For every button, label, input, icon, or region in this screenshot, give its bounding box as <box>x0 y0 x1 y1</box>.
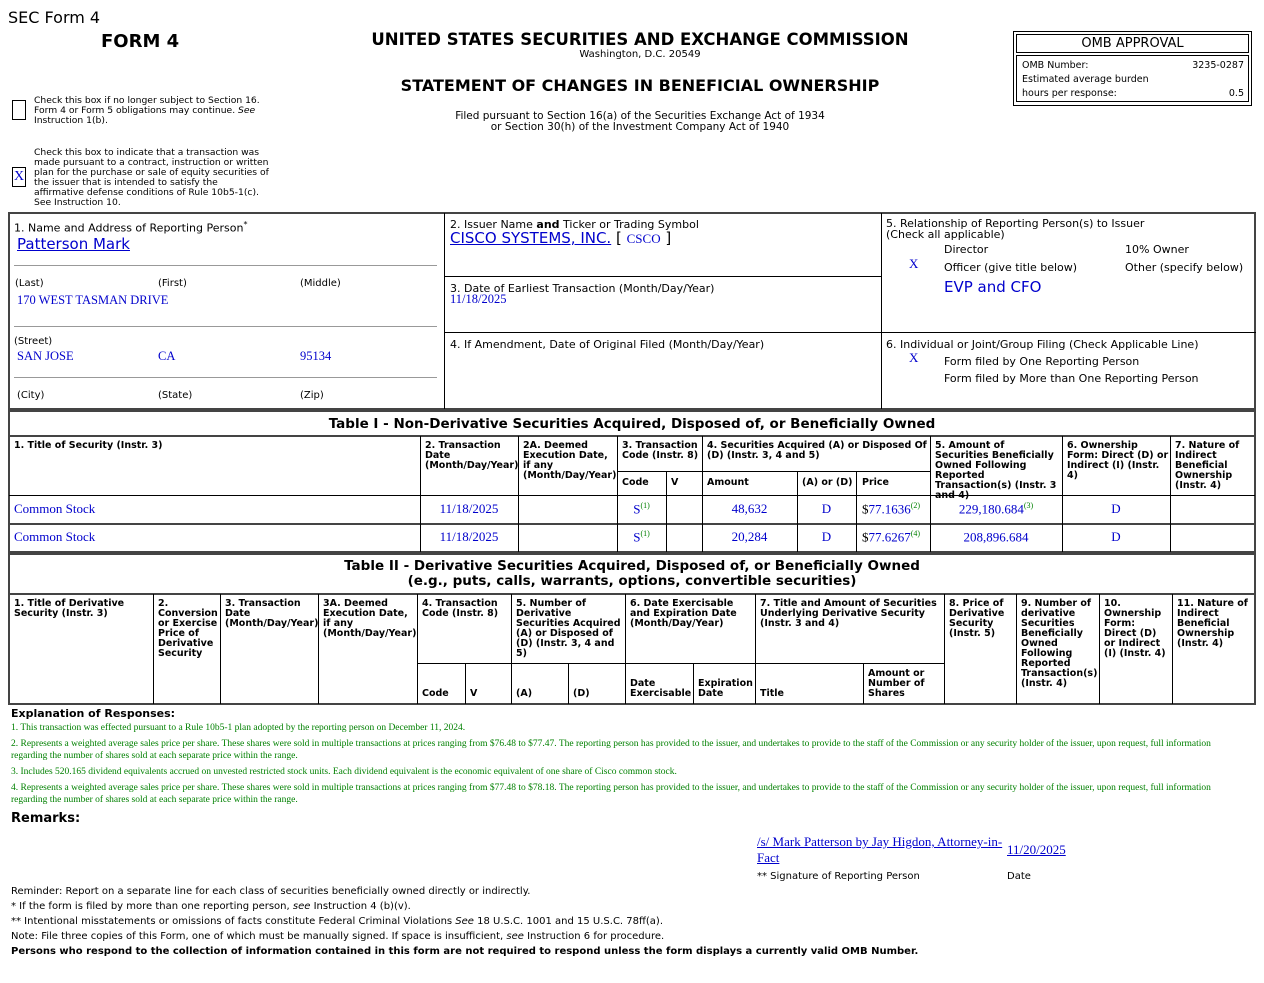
footnote-2: 2. Represents a weighted average sales price per share. These shares were sold in multiple transactions at prices ranging from $76.48 to $77.47. The reporting person has provided to the issuer, and undertakes to provide to the staff of the Commission or any security holder of the issuer, upon request, full information regarding the number of shares sold at each separate price within the range. <box>11 739 1211 761</box>
filed-line-1: Filed pursuant to Section 16(a) of the Securities Exchange Act of 1934 <box>455 110 825 122</box>
t1-r1-price <box>862 501 920 517</box>
issuer-name-row <box>450 229 671 247</box>
agency-name: UNITED STATES SECURITIES AND EXCHANGE COMMISSION <box>371 30 909 49</box>
t2-h10: 10. Ownership Form: Direct (D) or Indirect (I) (Instr. 4) <box>1104 598 1166 659</box>
section16-text <box>34 96 264 126</box>
signature-date[interactable]: 11/20/2025 <box>1007 842 1066 857</box>
t1-h-deemed: 2A. Deemed Execution Date, if any (Month/Day/Year) <box>523 440 617 481</box>
issuer-name[interactable]: CISCO SYSTEMS, INC. <box>450 229 612 247</box>
t1-r2-price-value: 77.6267 <box>868 529 911 545</box>
t1-r2-price-fn: (4) <box>910 529 921 538</box>
footer-line-2 <box>11 916 663 927</box>
t1-sh-ad: (A) or (D) <box>802 477 853 488</box>
t1-r1-price-fn: (2) <box>910 501 921 510</box>
t1-r1-owned <box>930 501 1062 517</box>
t1-r1-owned-fn: (3) <box>1023 501 1034 510</box>
ticker-bracket-open: [ <box>615 229 622 247</box>
t1-h-code: 3. Transaction Code (Instr. 8) <box>622 440 699 461</box>
multi-person-option: Form filed by More than One Reporting Person <box>944 372 1199 385</box>
t1-h-date: 2. Transaction Date (Month/Day/Year) <box>425 440 519 471</box>
footer-l3-pre: Note: File three copies of this Form, one of which must be manually signed. If space is insufficient, <box>11 931 507 942</box>
t1-r2-title: Common Stock <box>14 529 96 544</box>
t2-s-v: V <box>470 688 478 699</box>
t1-r1-code-value: S <box>633 501 641 517</box>
t1-sh-v: V <box>671 477 679 488</box>
omb-hours-label: hours per response: <box>1022 88 1117 99</box>
filed-line-2: or Section 30(h) of the Investment Company Act of 1940 <box>490 121 790 133</box>
officer-option: Officer (give title below) <box>944 261 1078 274</box>
section16-checkbox[interactable] <box>12 100 26 120</box>
t1-h-acquired: 4. Securities Acquired (A) or Disposed Of (D) (Instr. 3, 4 and 5) <box>707 440 927 461</box>
t2-s-a: (A) <box>516 688 533 699</box>
t1-r2-owned <box>930 529 1062 545</box>
t1-r1-code-fn: (1) <box>640 501 650 510</box>
t1-sh-amount: Amount <box>707 477 749 488</box>
t1-r1-price-value: 77.1636 <box>868 501 911 517</box>
footer-l1-pre: * If the form is filed by more than one reporting person, <box>11 901 293 912</box>
t2-s-exercisable: Date Exercisable <box>630 678 692 699</box>
t2-s-code: Code <box>422 688 449 699</box>
footnote-4: 4. Represents a weighted average sales price per share. These shares were sold in multiple transactions at prices ranging from $77.48 to $78.18. The reporting person has provided to the issuer, and undertakes to provide to the staff of the Commission or any security holder of the issuer, upon request, full information regarding the number of shares sold at each separate price within the range. <box>11 783 1211 805</box>
zip-label: (Zip) <box>300 390 324 401</box>
t2-h2: 2. Conversion or Exercise Price of Derivative Security <box>158 598 218 659</box>
t1-r2-code-value: S <box>633 529 641 545</box>
one-person-option: Form filed by One Reporting Person <box>944 355 1140 368</box>
state-label: (State) <box>158 390 193 401</box>
footer-line-4: Persons who respond to the collection of information contained in this form are not required to respond unless the form displays a currently valid OMB Number. <box>11 946 919 957</box>
relationship-label-2: (Check all applicable) <box>886 228 1005 241</box>
reporting-person-asterisk: * <box>243 220 248 229</box>
street-label: (Street) <box>14 336 53 347</box>
state-value: CA <box>158 349 176 363</box>
t1-r1-amount: 48,632 <box>731 501 768 516</box>
t1-r2-code <box>617 529 666 545</box>
table-2-title-1: Table II - Derivative Securities Acquired, Disposed of, or Beneficially Owned <box>344 558 920 574</box>
t1-r2-form: D <box>1111 529 1121 544</box>
t1-r2-date: 11/18/2025 <box>439 529 499 544</box>
agency-header <box>360 30 920 133</box>
t1-r1-price-sym: $ <box>862 501 869 517</box>
first-label: (First) <box>158 278 187 289</box>
t2-h6: 6. Date Exercisable and Expiration Date (Month/Day/Year) <box>630 598 737 629</box>
footer-l1-post: Instruction 4 (b)(v). <box>310 901 411 912</box>
t2-h11: 11. Nature of Indirect Beneficial Ownership (Instr. 4) <box>1177 598 1248 649</box>
footnote-1: 1. This transaction was effected pursuant to a Rule 10b5-1 plan adopted by the reporting person on December 11, 2024. <box>11 723 466 733</box>
one-person-mark: X <box>909 350 919 365</box>
other-option: Other (specify below) <box>1125 261 1244 274</box>
t1-r1-date: 11/18/2025 <box>439 501 499 516</box>
earliest-transaction-date: 11/18/2025 <box>450 292 507 306</box>
t1-r1-form: D <box>1111 501 1121 516</box>
rule10b5-text: Check this box to indicate that a transaction was made pursuant to a contract, instruction or written plan for the purchase or sale of equity securities of the issuer that is intended to satisfy the affirmative defense conditions of Rule 10b5-1(c). See Instruction 10. <box>34 147 269 208</box>
t1-r2-price-sym: $ <box>862 529 869 545</box>
table-2-title <box>8 559 1256 589</box>
footer-l1-see: see <box>292 901 311 912</box>
issuer-label-a: 2. Issuer Name <box>450 218 537 231</box>
table-2-title-2: (e.g., puts, calls, warrants, options, convertible securities) <box>407 573 857 589</box>
earliest-transaction-label: 3. Date of Earliest Transaction (Month/Day/Year) <box>450 282 715 295</box>
agency-location: Washington, D.C. 20549 <box>579 49 701 60</box>
form-4-title: FORM 4 <box>101 31 180 52</box>
zip-value: 95134 <box>300 349 332 363</box>
date-label: Date <box>1007 871 1031 882</box>
t2-h3a: 3A. Deemed Execution Date, if any (Month/Day/Year) <box>323 598 417 639</box>
t2-h7: 7. Title and Amount of Securities Underlying Derivative Security (Instr. 3 and 4) <box>760 598 937 629</box>
t1-r1-owned-value: 229,180.684 <box>958 501 1024 517</box>
t1-r2-amount: 20,284 <box>731 529 768 544</box>
filing-label: 6. Individual or Joint/Group Filing (Check Applicable Line) <box>886 338 1199 351</box>
omb-hours-value: 0.5 <box>1228 88 1244 99</box>
omb-approval-box <box>1013 31 1252 106</box>
footer-l3-see: see <box>506 931 524 942</box>
t1-h-form: 6. Ownership Form: Direct (D) or Indirect (I) (Instr. 4) <box>1067 440 1169 481</box>
t1-r2-owned-value: 208,896.684 <box>963 529 1029 545</box>
street-value: 170 WEST TASMAN DRIVE <box>17 293 169 307</box>
t1-sh-code: Code <box>622 477 649 488</box>
footer-l3-post: Instruction 6 for procedure. <box>523 931 665 942</box>
t1-r1-ad: D <box>821 501 832 516</box>
signature-label: ** Signature of Reporting Person <box>757 871 920 882</box>
city-label: (City) <box>17 390 45 401</box>
ticker-symbol: CSCO <box>626 231 661 246</box>
footer-line-3 <box>11 931 664 942</box>
t1-r2-price <box>862 529 920 545</box>
remarks-title: Remarks: <box>11 811 81 826</box>
t2-s-amount: Amount or Number of Shares <box>868 668 925 699</box>
director-option: Director <box>944 243 989 256</box>
officer-title: EVP and CFO <box>944 278 1042 296</box>
t1-r2-ad: D <box>821 529 832 544</box>
reminder-text: Reminder: Report on a separate line for each class of securities beneficially owned directly or indirectly. <box>11 886 531 897</box>
amendment-label: 4. If Amendment, Date of Original Filed (Month/Day/Year) <box>450 338 765 351</box>
t2-h8: 8. Price of Derivative Security (Instr. 5) <box>949 598 1005 639</box>
footer-l2-see: See <box>455 916 474 927</box>
t2-h4: 4. Transaction Code (Instr. 8) <box>422 598 499 619</box>
section16-see: See <box>238 105 256 116</box>
omb-burden-label: Estimated average burden <box>1022 74 1149 85</box>
footer-line-1 <box>11 901 411 912</box>
relationship-label <box>886 218 1144 240</box>
omb-number-value: 3235-0287 <box>1192 60 1244 71</box>
t2-s-d: (D) <box>573 688 590 699</box>
issuer-label-b: Ticker or Trading Symbol <box>559 218 699 231</box>
last-label: (Last) <box>15 278 44 289</box>
footer-l2-post: 18 U.S.C. 1001 and 15 U.S.C. 78ff(a). <box>473 916 664 927</box>
reporting-person-label <box>14 220 247 235</box>
explanation-title: Explanation of Responses: <box>11 707 176 720</box>
signature-text[interactable]: /s/ Mark Patterson by Jay Higdon, Attorney-in-Fact <box>757 834 1003 865</box>
ten-pct-owner-option: 10% Owner <box>1125 243 1189 256</box>
t1-r1-title: Common Stock <box>14 501 96 516</box>
t1-h-nature: 7. Nature of Indirect Beneficial Ownership (Instr. 4) <box>1175 440 1240 491</box>
section16-text-a: Check this box if no longer subject to Section 16. Form 4 or Form 5 obligations may continue. <box>34 95 260 116</box>
t1-r1-code <box>617 501 666 517</box>
issuer-label-and: and <box>536 218 560 231</box>
footer-l2-pre: ** Intentional misstatements or omissions of facts constitute Federal Criminal Violations <box>11 916 456 927</box>
omb-details <box>1016 55 1249 102</box>
t2-h9: 9. Number of derivative Securities Beneficially Owned Following Reported Transaction(s) (Instr. 4) <box>1021 598 1098 689</box>
t1-h-owned: 5. Amount of Securities Beneficially Owned Following Reported Transaction(s) (Instr. 3 and 4) <box>935 440 1057 501</box>
relationship-label-1: 5. Relationship of Reporting Person(s) to Issuer <box>886 217 1145 230</box>
section16-text-b: Instruction 1(b). <box>34 115 108 126</box>
city-value: SAN JOSE <box>17 349 74 363</box>
middle-label: (Middle) <box>300 278 341 289</box>
ticker-bracket-close: ] <box>665 229 672 247</box>
t2-h5: 5. Number of Derivative Securities Acquired (A) or Disposed of (D) (Instr. 3, 4 and 5) <box>516 598 621 659</box>
t2-s-title: Title <box>760 688 784 699</box>
reporting-person-name[interactable]: Patterson Mark <box>17 235 130 253</box>
t2-h1: 1. Title of Derivative Security (Instr. 3) <box>14 598 125 619</box>
omb-title: OMB APPROVAL <box>1016 34 1249 53</box>
t1-r2-code-fn: (1) <box>640 529 650 538</box>
rule10b5-checkbox[interactable]: X <box>12 167 26 187</box>
statement-title: STATEMENT OF CHANGES IN BENEFICIAL OWNERSHIP <box>400 76 880 95</box>
t1-sh-price: Price <box>862 477 889 488</box>
t2-h3: 3. Transaction Date (Month/Day/Year) <box>225 598 319 629</box>
sec-form-label: SEC Form 4 <box>8 8 101 27</box>
reporting-person-label-text: 1. Name and Address of Reporting Person <box>14 221 244 235</box>
t2-s-expiration: Expiration Date <box>698 678 753 699</box>
footnote-3: 3. Includes 520.165 dividend equivalents accrued on unvested restricted stock units. Each dividend equivalent is the economic equivalent of one share of Cisco common stock. <box>11 767 677 777</box>
officer-mark: X <box>909 256 919 271</box>
table-1-title: Table I - Non-Derivative Securities Acquired, Disposed of, or Beneficially Owned <box>328 416 936 432</box>
t1-h-title: 1. Title of Security (Instr. 3) <box>14 440 163 451</box>
omb-number-label: OMB Number: <box>1022 60 1089 71</box>
